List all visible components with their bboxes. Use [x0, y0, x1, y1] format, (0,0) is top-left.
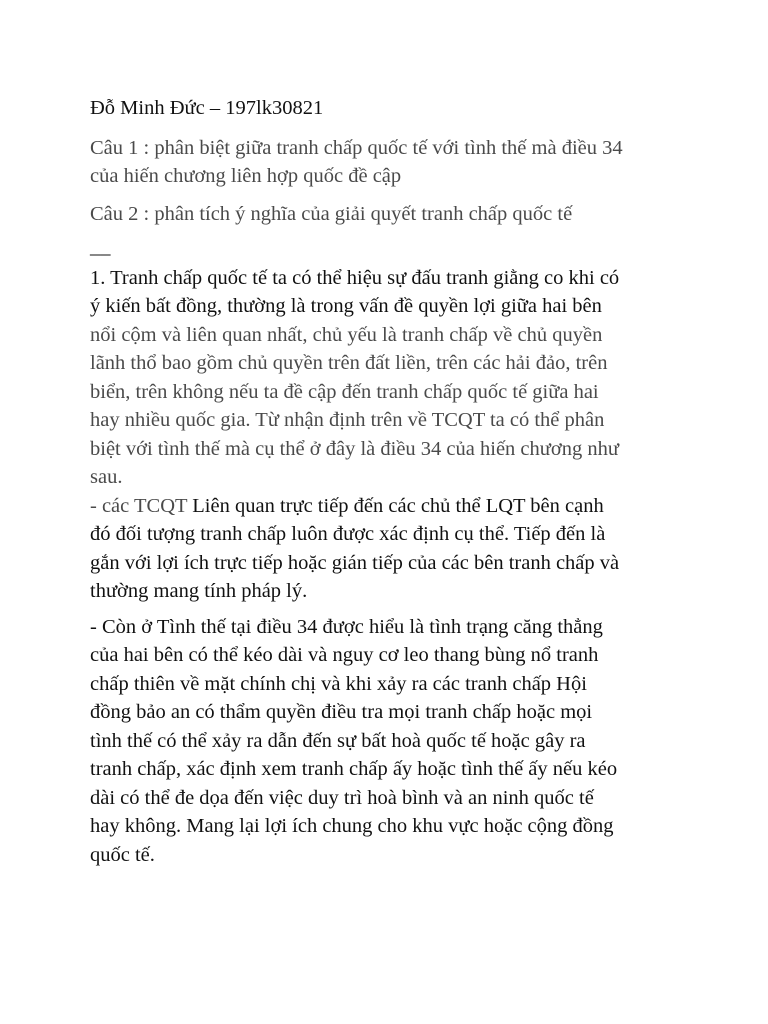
paragraph-3-line: tình thế có thể xảy ra dẫn đến sự bất hoà quốc tế hoặc gây ra	[90, 729, 586, 752]
question-1-line: của hiến chương liên hợp quốc đề cập	[90, 165, 402, 187]
document-page	[90, 94, 690, 869]
paragraph-1-line: hay nhiều quốc gia. Từ nhận định trên về TCQT ta có thể phân	[90, 409, 605, 431]
question-1	[90, 134, 690, 191]
paragraph-3-line: - Còn ở Tình thế tại điều 34 được hiểu là tình trạng căng thẳng	[90, 615, 603, 638]
paragraph-2-line: đó đối tượng tranh chấp luôn được xác định cụ thể. Tiếp đến là	[90, 523, 606, 545]
paragraph-2-line	[90, 492, 690, 521]
paragraph-1-line: lãnh thổ bao gồm chủ quyền trên đất liền, trên các hải đảo, trên	[90, 352, 608, 374]
paragraph-3	[90, 613, 690, 870]
paragraph-2-line: thường mang tính pháp lý.	[90, 580, 308, 602]
author-line: Đỗ Minh Đức – 197lk30821	[90, 97, 324, 119]
separator: __	[90, 236, 111, 258]
paragraph-3-line: của hai bên có thể kéo dài và nguy cơ leo thang bùng nổ tranh	[90, 644, 599, 666]
paragraph-1	[90, 264, 690, 492]
paragraph-3-line: quốc tế.	[90, 843, 155, 866]
tcqt-prefix: - các TCQT	[90, 494, 193, 517]
question-1-line: Câu 1 : phân biệt giữa tranh chấp quốc tế với tình thế mà điều 34	[90, 136, 623, 159]
paragraph-1-line: biệt với tình thế mà cụ thể ở đây là điều 34 của hiến chương như	[90, 437, 619, 460]
paragraph-1-line: nổi cộm và liên quan nhất, chủ yếu là tranh chấp về chủ quyền	[90, 323, 603, 346]
paragraph-3-line: chấp thiên về mặt chính chị và khi xảy ra các tranh chấp Hội	[90, 672, 587, 695]
paragraph-1-line: biển, trên không nếu ta đề cập đến tranh chấp quốc tế giữa hai	[90, 380, 599, 403]
paragraph-3-line: đồng bảo an có thẩm quyền điều tra mọi tranh chấp hoặc mọi	[90, 701, 593, 723]
paragraph-1-line: ý kiến bất đồng, thường là trong vấn đề quyền lợi giữa hai bên	[90, 295, 602, 317]
paragraph-1-line: sau.	[90, 466, 123, 488]
paragraph-1-line: 1. Tranh chấp quốc tế ta có thể hiệu sự đấu tranh giằng co khi có	[90, 266, 620, 289]
paragraph-3-line: tranh chấp, xác định xem tranh chấp ấy hoặc tình thế ấy nếu kéo	[90, 758, 618, 780]
paragraph-2-first-text: Liên quan trực tiếp đến các chủ thể LQT bên cạnh	[192, 494, 604, 517]
paragraph-3-line: hay không. Mang lại lợi ích chung cho khu vực hoặc cộng đồng	[90, 815, 614, 837]
paragraph-2	[90, 492, 690, 606]
question-2: Câu 2 : phân tích ý nghĩa của giải quyết tranh chấp quốc tế	[90, 202, 573, 225]
paragraph-2-line: gắn với lợi ích trực tiếp hoặc gián tiếp của các bên tranh chấp và	[90, 551, 620, 574]
paragraph-3-line: dài có thể đe dọa đến việc duy trì hoà bình và an ninh quốc tế	[90, 786, 594, 809]
